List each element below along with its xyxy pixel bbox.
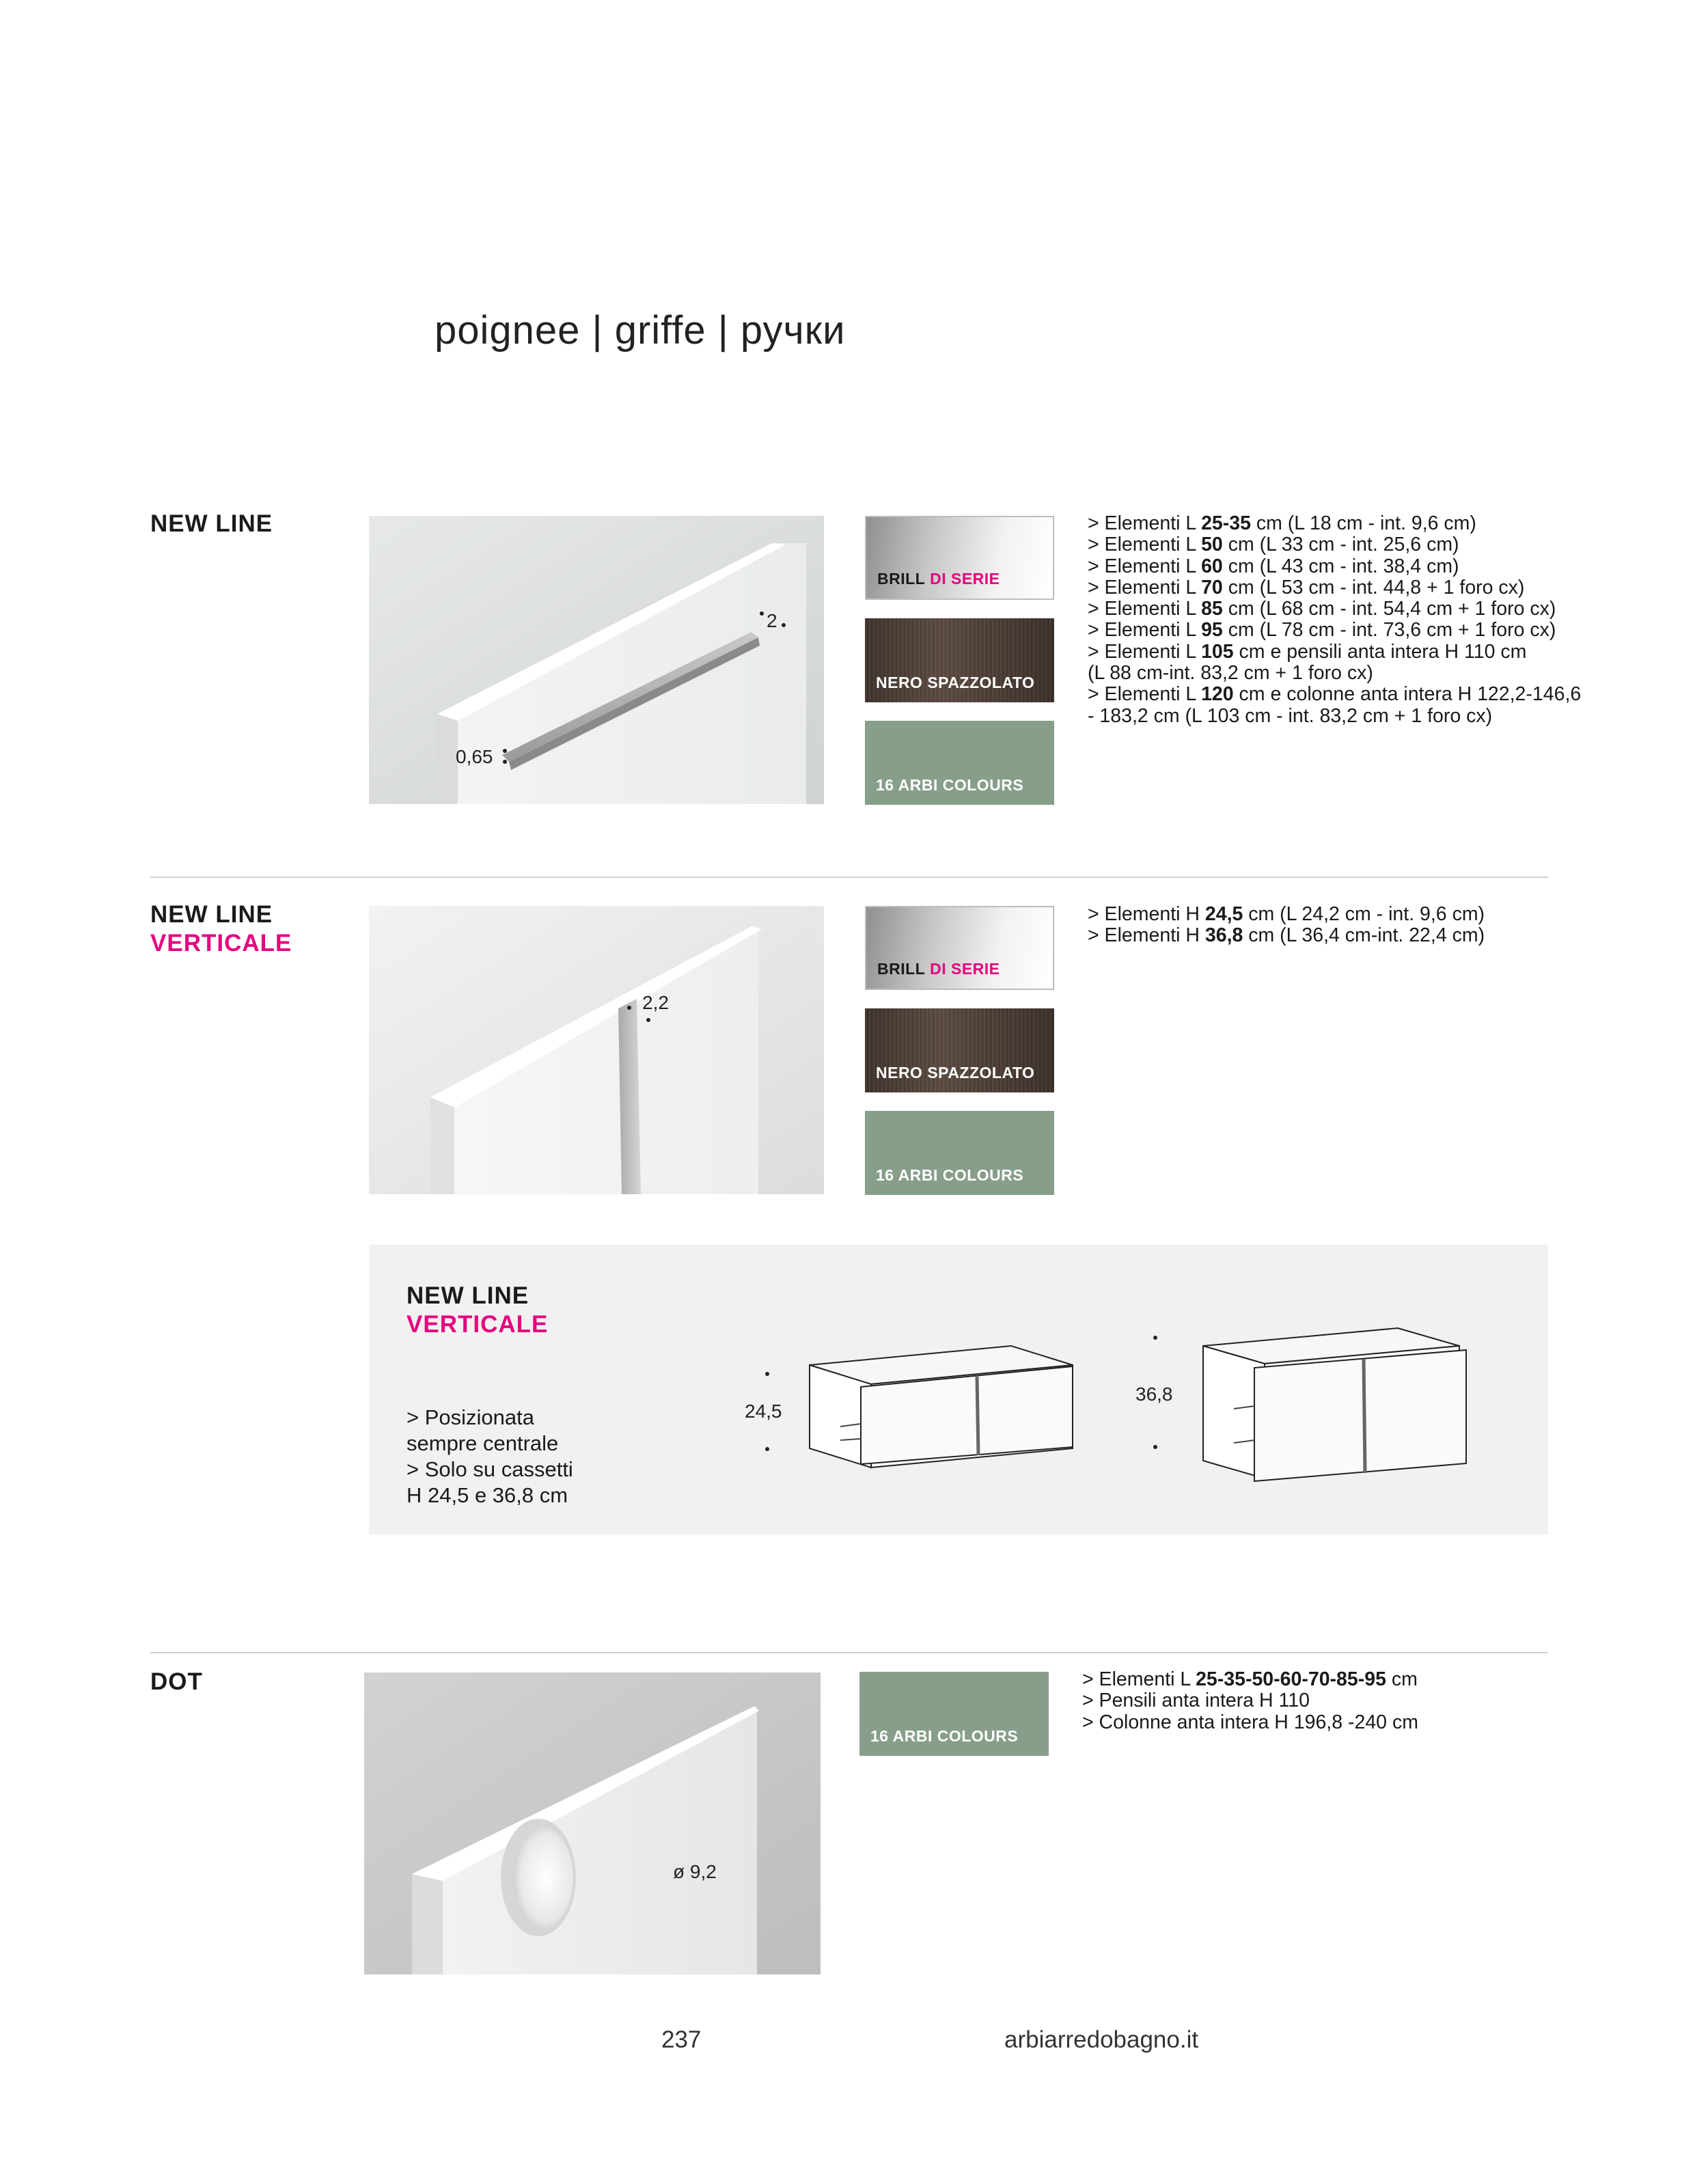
finish-swatch-16-arbi-colours: [865, 1111, 1054, 1195]
finish-label: NERO SPAZZOLATO: [876, 1064, 1035, 1082]
spec-line: > Elementi L 50 cm (L 33 cm - int. 25,6 cm): [1088, 534, 1459, 556]
dimension-dot: [760, 611, 764, 616]
dimension-depth-label: 0,65: [456, 746, 493, 767]
section-title-new-line: [150, 510, 273, 538]
spec-line: > Elementi L 70 cm (L 53 cm - int. 44,8 + 1 foro cx): [1088, 576, 1525, 598]
spec-line: > Elementi L 60 cm (L 43 cm - int. 38,4 cm): [1088, 555, 1459, 577]
dot-handle-photo: [364, 1672, 821, 1974]
section-title-new-line-verticale: [150, 900, 292, 958]
section-divider: [150, 1652, 1548, 1653]
new-line-verticale-handle-photo: [369, 906, 824, 1194]
section-title: NEW LINE: [150, 510, 273, 537]
dimension-dot: [503, 760, 507, 764]
spec-list: [1088, 904, 1485, 947]
dimension-dot: [646, 1018, 650, 1022]
finish-label: 16 ARBI COLOURS: [876, 776, 1024, 794]
spec-line: > Elementi L 105 cm e pensili anta intera H 110 cm: [1088, 640, 1527, 663]
spec-line: > Elementi L 25-35-50-60-70-85-95 cm: [1082, 1668, 1418, 1690]
spec-line: > Elementi L 85 cm (L 68 cm - int. 54,4 cm + 1 foro cx): [1088, 598, 1556, 620]
dimension-dot: [782, 623, 786, 627]
dimension-height-label: 2: [767, 610, 777, 631]
spec-list: [1082, 1669, 1418, 1733]
spec-line: > Elementi L 120 cm e colonne anta intera H 122,2-146,6: [1088, 683, 1582, 706]
panel-note: > Posizionata: [407, 1405, 534, 1429]
dimension-dot: [765, 1372, 769, 1376]
section-title-dot: [150, 1668, 203, 1696]
spec-line: > Elementi H 36,8 cm (L 36,4 cm-int. 22,4 cm): [1088, 924, 1485, 947]
panel-notes: [407, 1405, 573, 1508]
panel-note: H 24,5 e 36,8 cm: [407, 1483, 568, 1507]
panel-title: [407, 1282, 548, 1339]
drawer-diagram-24-5: [806, 1345, 1079, 1485]
drawer-height-label: 24,5: [745, 1401, 782, 1422]
panel-note: > Solo su cassetti: [407, 1457, 573, 1481]
dimension-width-label: 2,2: [642, 992, 669, 1013]
spec-line: > Pensili anta intera H 110: [1082, 1690, 1310, 1712]
finish-swatch-brill: [865, 516, 1054, 600]
finish-label: NERO SPAZZOLATO: [876, 674, 1035, 691]
section-subtitle: VERTICALE: [150, 930, 292, 956]
dimension-dot: [1153, 1445, 1157, 1449]
finish-swatch-nero-spazzolato: [865, 1008, 1054, 1092]
spec-line: > Elementi L 25-35 cm (L 18 cm - int. 9,6 cm): [1088, 512, 1476, 534]
panel-title-main: NEW LINE: [407, 1282, 529, 1309]
dimension-dot: [503, 749, 507, 753]
finish-label: 16 ARBI COLOURS: [876, 1166, 1024, 1184]
drawer-height-label: 36,8: [1135, 1383, 1173, 1405]
spec-list: [1088, 513, 1581, 727]
panel-title-sub: VERTICALE: [407, 1311, 549, 1338]
footer-website: arbiarredobagno.it: [1004, 2026, 1199, 2053]
spec-line: > Colonne anta intera H 196,8 -240 cm: [1082, 1711, 1418, 1733]
finish-label: BRILL: [877, 960, 926, 978]
section-divider: [150, 877, 1548, 878]
dimension-dot: [627, 1006, 631, 1010]
finish-swatch-nero-spazzolato: [865, 618, 1054, 702]
dimension-dot: [1153, 1336, 1157, 1340]
dimension-dot: [765, 1447, 769, 1451]
finish-label-accent: DI SERIE: [930, 570, 1000, 588]
drawer-diagram-36-8: [1200, 1327, 1473, 1494]
panel-note: sempre centrale: [407, 1431, 559, 1455]
page-number: 237: [661, 2026, 702, 2053]
section-title: NEW LINE: [150, 901, 273, 928]
spec-line: > Elementi H 24,5 cm (L 24,2 cm - int. 9,6 cm): [1088, 903, 1485, 925]
dimension-diameter-label: ø 9,2: [673, 1861, 717, 1882]
spec-line: > Elementi L 95 cm (L 78 cm - int. 73,6 cm + 1 foro cx): [1088, 619, 1556, 642]
finish-swatch-16-arbi-colours: [859, 1672, 1049, 1756]
section-title: DOT: [150, 1668, 203, 1695]
page-title: poignee | griffe | ручки: [435, 308, 846, 353]
finish-label-accent: DI SERIE: [930, 960, 1000, 978]
spec-line: - 183,2 cm (L 103 cm - int. 83,2 cm + 1 foro cx): [1088, 704, 1493, 727]
finish-label: 16 ARBI COLOURS: [870, 1727, 1019, 1745]
finish-label: BRILL: [877, 570, 926, 588]
spec-line: (L 88 cm-int. 83,2 cm + 1 foro cx): [1088, 662, 1373, 685]
finish-swatch-brill: [865, 906, 1054, 990]
finish-swatch-16-arbi-colours: [865, 721, 1054, 805]
new-line-handle-photo: [369, 516, 824, 804]
